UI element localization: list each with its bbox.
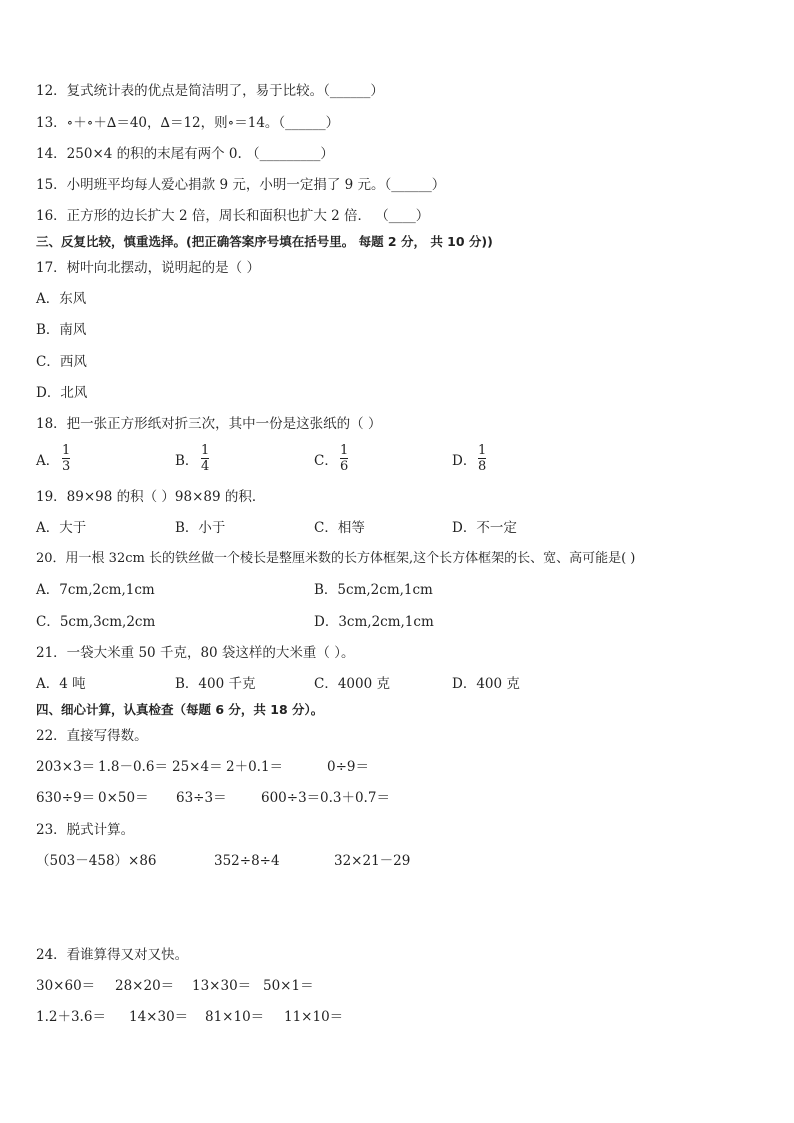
q18-option-d-label: D． [452,453,477,469]
question-15: 15．小明班平均每人爱心捐款 9 元，小明一定捐了 9 元。（______） [36,177,446,193]
question-24: 24．看谁算得又对又快。 [36,947,189,963]
fraction-denominator: 6 [340,459,349,474]
q23-expr: （503－458）×86 [36,853,157,869]
q24-expr: 30×60＝ [36,978,96,994]
fraction-numerator: 1 [201,443,210,458]
q22-expr: 0×50＝ [98,790,149,806]
q18-option-d-fraction [478,444,486,473]
question-18: 18．把一张正方形纸对折三次，其中一份是这张纸的（ ） [36,416,382,432]
q19-option-c: C．相等 [314,520,365,536]
q24-expr: 14×30＝ [129,1009,189,1025]
question-14: 14．250×4 的积的末尾有两个 0. （_________） [36,146,334,162]
q22-expr: 0÷9＝ [327,759,369,775]
q19-option-a: A．大于 [36,520,87,536]
q18-option-a-fraction [62,444,70,473]
q21-option-d: D．400 克 [452,676,520,692]
q24-expr: 28×20＝ [115,978,175,994]
q21-option-a: A．4 吨 [36,676,86,692]
q18-option-b-label: B． [175,453,199,469]
question-22: 22．直接写得数。 [36,728,148,744]
q18-option-c-label: C． [314,453,338,469]
question-17: 17．树叶向北摆动，说明起的是（ ） [36,260,260,276]
q22-expr: 600÷3＝ [261,790,321,806]
question-13: 13．∘＋∘＋∆＝40，∆＝12，则∘＝14。（______） [36,115,340,131]
question-20: 20．用一根 32cm 长的铁丝做一个棱长是整厘米数的长方体框架,这个长方体框架的长、宽、高可能是( ) [36,551,636,566]
fraction-denominator: 8 [478,459,487,474]
q17-option-c: C．西风 [36,354,87,370]
q18-option-a-label: A． [36,453,60,469]
q23-expr: 32×21－29 [334,853,411,869]
q22-expr: 0.3＋0.7＝ [320,790,390,806]
question-21: 21．一袋大米重 50 千克，80 袋这样的大米重（ ）。 [36,645,355,661]
q22-expr: 25×4＝ [172,759,223,775]
q19-option-d: D．不一定 [452,520,517,536]
q24-expr: 81×10＝ [205,1009,265,1025]
question-16: 16．正方形的边长扩大 2 倍，周长和面积也扩大 2 倍． （____） [36,208,430,224]
q22-expr: 203×3＝ [36,759,96,775]
q17-option-b: B．南风 [36,322,87,338]
question-19: 19．89×98 的积（ ）98×89 的积． [36,489,266,505]
q24-expr: 11×10＝ [284,1009,344,1025]
q20-option-a: A．7cm,2cm,1cm [36,582,155,598]
q24-expr: 13×30＝ [192,978,252,994]
question-12: 12．复式统计表的优点是简洁明了，易于比较。（______） [36,83,384,99]
q20-option-b: B．5cm,2cm,1cm [314,582,433,598]
question-23: 23．脱式计算。 [36,822,135,838]
section-3-heading: 三、反复比较，慎重选择。(把正确答案序号填在括号里。 每题 2 分， 共 10 分)) [36,234,493,249]
q21-option-c: C．4000 克 [314,676,390,692]
q18-option-b-fraction [201,444,209,473]
q19-option-b: B．小于 [175,520,226,536]
q24-expr: 50×1＝ [263,978,314,994]
fraction-numerator: 1 [478,443,487,458]
q22-expr: 630÷9＝ [36,790,96,806]
q20-option-d: D．3cm,2cm,1cm [314,614,434,630]
section-4-heading: 四、细心计算，认真检查（每题 6 分，共 18 分）。 [36,702,324,717]
q18-option-c-fraction [340,444,348,473]
q17-option-d: D．北风 [36,385,88,401]
q22-expr: 63÷3＝ [176,790,227,806]
q23-expr: 352÷8÷4 [214,853,280,869]
q20-option-c: C．5cm,3cm,2cm [36,614,156,630]
fraction-numerator: 1 [340,443,349,458]
q22-expr: 1.8－0.6＝ [98,759,168,775]
q17-option-a: A．东风 [36,291,87,307]
q24-expr: 1.2＋3.6＝ [36,1009,106,1025]
fraction-numerator: 1 [62,443,71,458]
q22-expr: 2＋0.1＝ [226,759,284,775]
fraction-denominator: 3 [62,459,71,474]
q21-option-b: B．400 千克 [175,676,256,692]
fraction-denominator: 4 [201,459,210,474]
